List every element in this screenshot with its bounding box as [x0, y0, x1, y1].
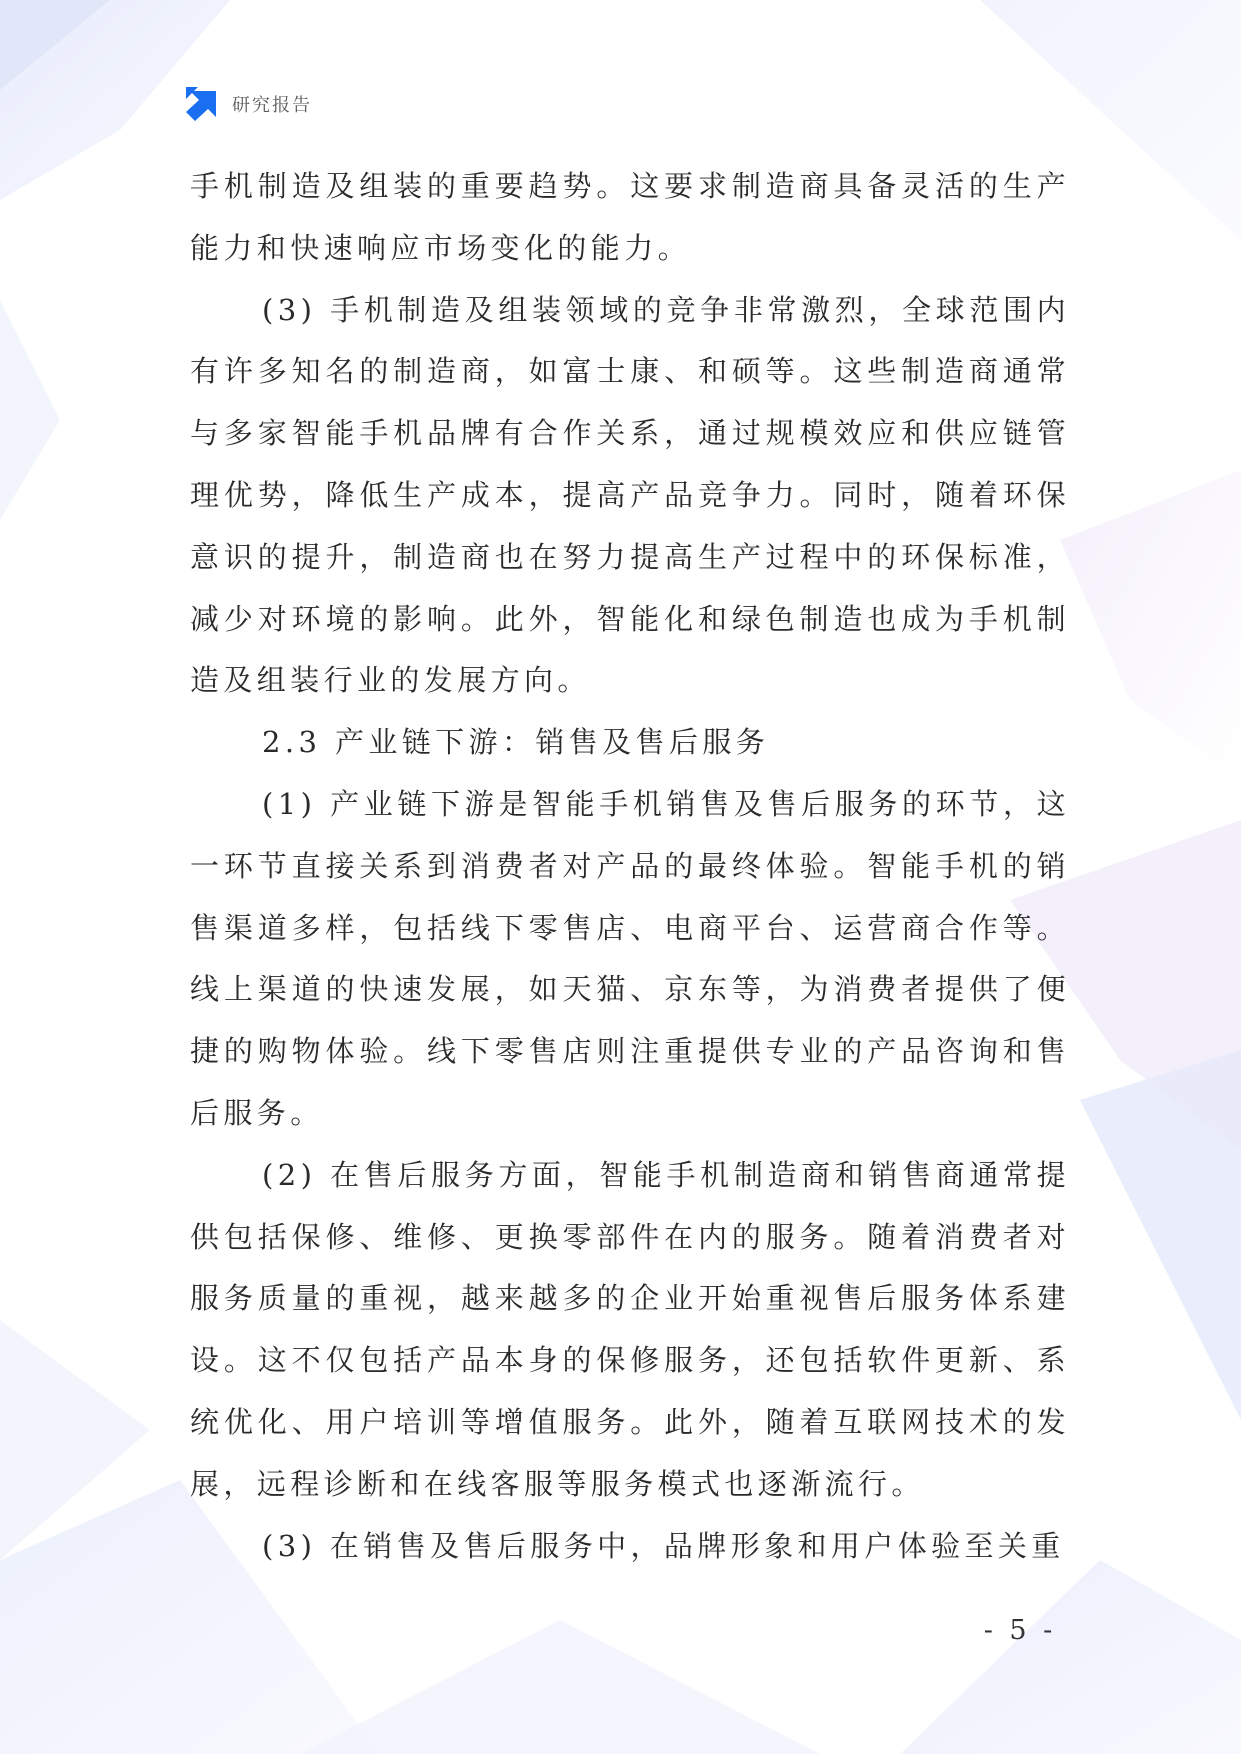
document-body [190, 156, 1070, 1577]
paragraph: (3) 在销售及售后服务中，品牌形象和用户体验至关重 [262, 1528, 1065, 1563]
paragraph: (3) 手机制造及组装领域的竞争非常激烈，全球范围内有许多知名的制造商，如富士康、和硕等。这些制造商通常与多家智能手机品牌有合作关系，通过规模效应和供应链管理优势，降低生产成本，提高产品竞争力。同时，随着环保意识的提升，制造商也在努力提高生产过程中的环保标准，减少对环境的影响。此外，智能化和绿色制造也成为手机制造及组装行业的发展方向。 [190, 292, 1070, 698]
paragraph: 手机制造及组装的重要趋势。这要求制造商具备灵活的生产能力和快速响应市场变化的能力。 [190, 169, 1070, 265]
paragraph: (2) 在售后服务方面，智能手机制造商和销售商通常提供包括保修、维修、更换零部件在内的服务。随着消费者对服务质量的重视，越来越多的企业开始重视售后服务体系建设。这不仅包括产品本身的保修服务，还包括软件更新、系统优化、用户培训等增值服务。此外，随着互联网技术的发展，远程诊断和在线客服等服务模式也逐渐流行。 [190, 1157, 1070, 1501]
page-number: - 5 - [983, 1615, 1057, 1646]
paragraph: (1) 产业链下游是智能手机销售及售后服务的环节，这一环节直接关系到消费者对产品的最终体验。智能手机的销售渠道多样，包括线下零售店、电商平台、运营商合作等。线上渠道的快速发展，如天猫、京东等，为消费者提供了便捷的购物体验。线下零售店则注重提供专业的产品咨询和售后服务。 [190, 786, 1070, 1130]
arrow-logo-icon [186, 87, 220, 121]
header-title: 研究报告 [232, 95, 312, 116]
report-header [186, 86, 312, 122]
section-heading: 2.3 产业链下游：销售及售后服务 [262, 725, 770, 760]
